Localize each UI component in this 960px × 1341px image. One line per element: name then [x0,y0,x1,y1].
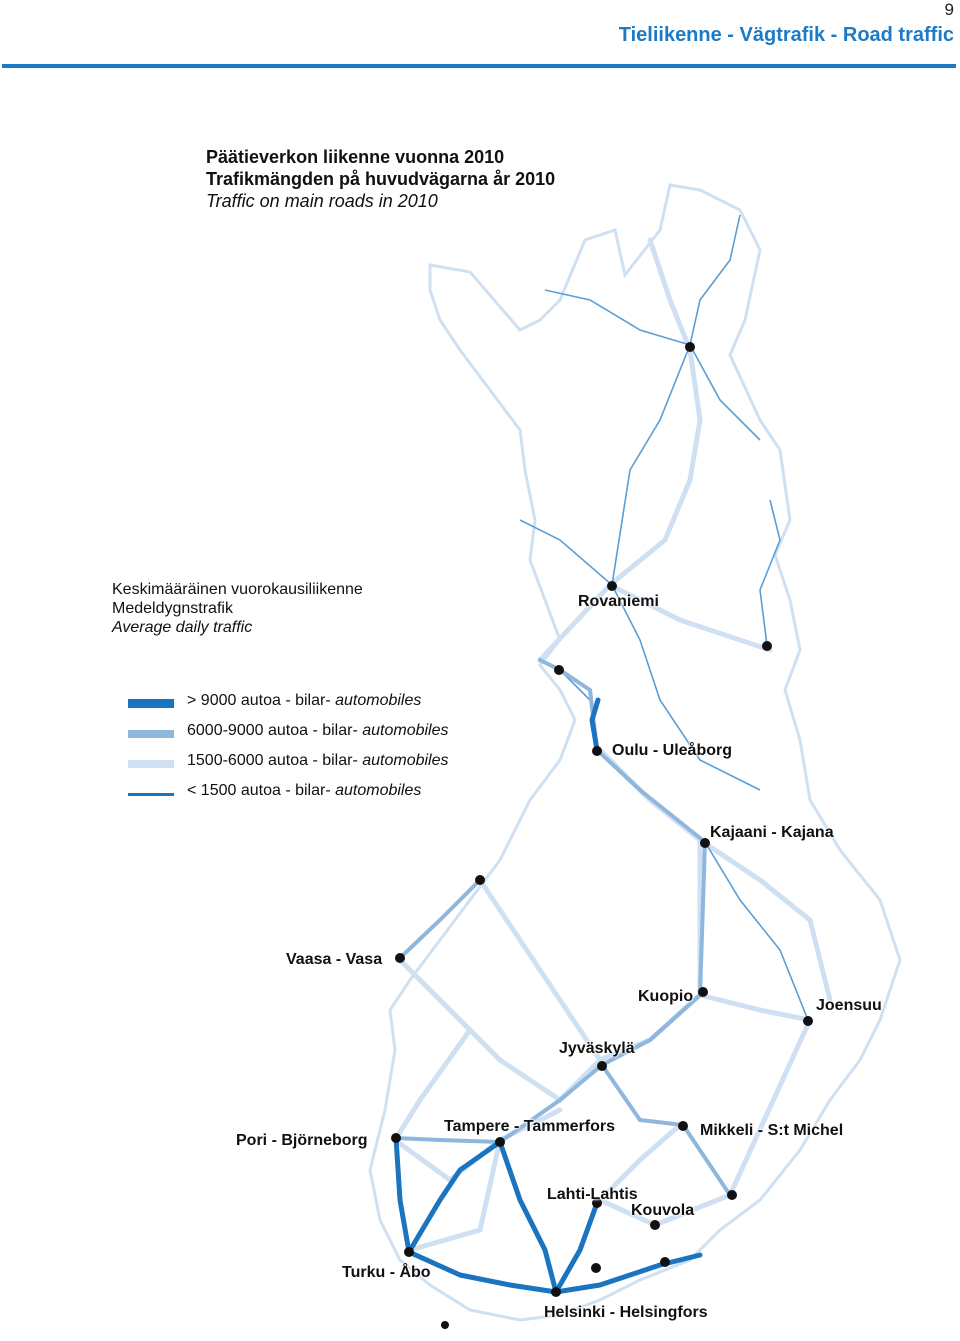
road-light-6 [700,995,810,1020]
legend-label: > 9000 autoa - bilar- automobiles [187,692,422,709]
city-dot-jyvaskyla [597,1061,607,1071]
city-dot-kokkola [475,875,485,885]
city-dot-oulu [592,746,602,756]
map-title-en: Traffic on main roads in 2010 [206,191,438,211]
city-dot-northern-lapland [685,342,695,352]
legend-heading-fi: Keskimääräinen vuorokausiliikenne [112,581,363,598]
city-dot-kouvola [650,1220,660,1230]
road-medium-2 [597,750,705,995]
city-label-jyvaskyla: Jyväskylä [559,1040,635,1057]
road-light-10 [410,1140,500,1250]
road-thin-1 [690,215,740,345]
city-dot-lappeenranta [727,1190,737,1200]
road-light-4 [480,880,600,1060]
city-label-helsinki: Helsinki - Helsingfors [544,1304,708,1321]
city-label-rovaniemi: Rovaniemi [578,593,659,610]
legend-heading [112,580,363,637]
city-dot-joensuu [803,1016,813,1026]
legend-swatch-thin [128,793,174,796]
legend-heading-en: Average daily traffic [112,619,253,636]
city-dot-mikkeli [678,1121,688,1131]
road-heavy-3 [556,1203,597,1292]
legend-item [128,782,422,812]
city-dot-kemi [554,665,564,675]
city-dot-kuopio [698,987,708,997]
legend-item [128,692,422,722]
legend-swatch-light [128,760,174,768]
city-dot-helsinki [551,1287,561,1297]
city-label-mikkeli: Mikkeli - S:t Michel [700,1122,844,1139]
city-dot-rovaniemi [607,581,617,591]
city-label-pori: Pori - Björneborg [236,1132,368,1149]
road-light-11 [395,980,470,1140]
legend-label: < 1500 autoa - bilar- automobiles [187,782,422,799]
city-label-kajaani: Kajaani - Kajana [710,824,834,841]
city-label-oulu: Oulu - Uleåborg [612,742,732,759]
road-medium-5 [396,1138,500,1142]
city-dot-porvoo [591,1263,601,1273]
legend-item [128,722,449,752]
map-title-sv: Trafikmängden på huvudvägarna år 2010 [206,169,556,189]
city-label-lahti: Lahti-Lahtis [547,1186,638,1203]
road-heavy-5 [396,1138,409,1252]
road-thin-9 [705,842,808,1020]
city-label-turku: Turku - Åbo [342,1264,431,1281]
city-dot-pori [391,1133,401,1143]
road-medium-6 [400,880,480,958]
legend-label: 6000-9000 autoa - bilar- automobiles [187,722,449,739]
legend-swatch-heavy [128,699,174,708]
legend-items [128,692,449,812]
city-dot-kotka [660,1257,670,1267]
legend-swatch-medium [128,730,174,738]
city-label-kouvola: Kouvola [631,1202,695,1219]
city-label-vaasa: Vaasa - Vasa [286,951,383,968]
legend-label: 1500-6000 autoa - bilar- automobiles [187,752,449,769]
road-heavy-2 [500,1142,556,1292]
city-dot-hanko [441,1321,449,1329]
city-label-tampere: Tampere - Tammerfors [444,1118,616,1135]
city-dot-vaasa [395,953,405,963]
city-label-kuopio: Kuopio [638,988,694,1005]
road-thin-6 [760,500,780,645]
city-dot-turku [404,1247,414,1257]
city-dot-kuusamo [762,641,772,651]
city-dot-tampere [495,1137,505,1147]
city-dot-kajaani [700,838,710,848]
legend-heading-sv: Medeldygnstrafik [112,600,233,617]
map-title-fi: Päätieverkon liikenne vuonna 2010 [206,147,505,167]
legend [112,580,449,799]
city-label-joensuu: Joensuu [816,997,882,1014]
road-light-7 [600,840,700,1060]
road-light-5 [400,960,600,1100]
page-number: 9 [944,0,954,19]
legend-item [128,752,449,782]
page-header-title: Tieliikenne - Vägtrafik - Road traffic [618,24,954,46]
